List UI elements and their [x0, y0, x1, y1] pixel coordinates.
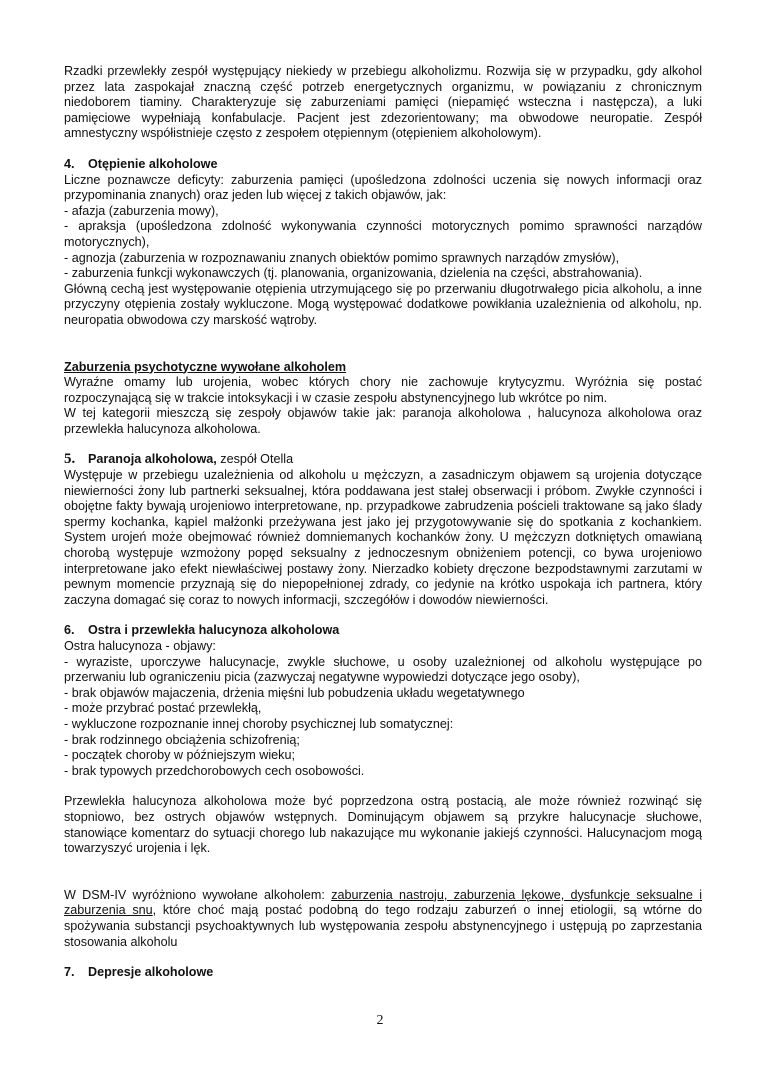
- list-item: - może przybrać postać przewlekłą,: [64, 701, 262, 716]
- section-4-number: 4.: [64, 156, 75, 171]
- section-7-title: Depresje alkoholowe: [88, 965, 214, 980]
- psychotic-paragraph-1: Wyraźne omamy lub urojenia, wobec których chory nie zachowuje krytycyzmu. Wyróżnia się postać rozpoczynającą się w trakcie intoksykacji i w czasie zespołu abstynencyjnego lub wkrótce po nim.: [64, 375, 702, 405]
- dsm-text-end: , które choć mają postać podobną do tego rodzaju zaburzeń o innej etiologii, są wtórne do spożywania substancji psychoaktywnych lub występowania zespołu abstynencyjnego i ustępują po zaprzestania stosowania alkoholu: [64, 903, 702, 949]
- section-7-number: 7.: [64, 965, 75, 980]
- section-5-title-suffix: zespół Otella: [216, 452, 294, 467]
- section-4-title: Otępienie alkoholowe: [88, 156, 218, 171]
- list-item: - afazja (zaburzenia mowy),: [64, 203, 219, 218]
- list-item: - zaburzenia funkcji wykonawczych (tj. planowania, organizowania, dzielenia na części, abstrahowania).: [64, 266, 643, 281]
- dsm-text-start: W DSM-IV wyróżniono wywołane alkoholem:: [64, 887, 332, 902]
- list-item: - wykluczone rozpoznanie innej choroby psychicznej lub somatycznej:: [64, 716, 454, 731]
- section-6-heading: [64, 623, 702, 639]
- section-6-subtitle: Ostra halucynoza - objawy:: [64, 639, 216, 653]
- list-item: - brak objawów majaczenia, drżenia mięśni lub pobudzenia układu wegetatywnego: [64, 685, 525, 700]
- section-4-outro: Główną cechą jest występowanie otępienia utrzymującego się po przerwaniu długotrwałego picia alkoholu, a inne przyczyny otępienia zostały wykluczone. Mogą występować dodatkowe powikłania uzależnienia od alkoholu, np. neuropatia obwodowa czy marskość wątroby.: [64, 281, 702, 327]
- section-4-heading: [64, 157, 702, 173]
- dsm-paragraph: [64, 888, 702, 950]
- document-page: [64, 64, 702, 981]
- psychotic-paragraph-2: W tej kategorii mieszczą się zespoły objawów takie jak: paranoja alkoholowa , halucynoza alkoholowa oraz przewlekła halucynoza alkoholowa.: [64, 406, 702, 436]
- list-item: - wyraziste, uporczywe halucynacje, zwykle słuchowe, u osoby uzależnionej od alkoholu występujące po przerwaniu lub ograniczeniu picia (zazwyczaj negatywne wypowiedzi dotyczące jego osoby),: [64, 654, 702, 685]
- section-6-number: 6.: [64, 623, 75, 638]
- intro-paragraph: Rzadki przewlekły zespół występujący niekiedy w przebiegu alkoholizmu. Rozwija się w przypadku, gdy alkohol przez lata zaspokajał znaczną część potrzeb energetycznych organizmu, w powiązaniu z chronicznym niedoborem tiaminy. Charakteryzuje się zaburzeniami pamięci (niepamięć wsteczna i następcza), a luki pamięciowe wypełniają konfabulacje. Pacjent jest zdezorientowany; ma obwodowe neuropatie. Zespół amnestyczny współistnieje często z zespołem otępiennym (otępieniem alkoholowym).: [64, 64, 702, 141]
- section-7-heading: [64, 965, 702, 981]
- section-5-title: Paranoja alkoholowa,: [88, 452, 217, 467]
- section-4-intro: Liczne poznawcze deficyty: zaburzenia pamięci (upośledzona zdolności uczenia się nowych informacji oraz przypominania znanych) oraz jeden lub więcej z takich objawów, jak:: [64, 172, 702, 203]
- section-5-number: 5.: [64, 451, 76, 468]
- section-6-title: Ostra i przewlekła halucynoza alkoholowa: [88, 623, 340, 638]
- psychotic-section-title: Zaburzenia psychotyczne wywołane alkoholem: [64, 359, 347, 374]
- list-item: - brak typowych przedchorobowych cech osobowości.: [64, 763, 365, 778]
- list-item: - początek choroby w późniejszym wieku;: [64, 748, 295, 763]
- section-6-outro: Przewlekła halucynoza alkoholowa może być poprzedzona ostrą postacią, ale może również rozwinąć się stopniowo, bez ostrych objawów wstępnych. Dominującym objawem są przykre halucynacje słuchowe, stanowiące komentarz do sytuacji chorego lub nakazujące mu wykonanie jakiejś czynności. Halucynacjom mogą towarzyszyć urojenia i lęk.: [64, 794, 702, 856]
- section-5-body: Występuje w przebiegu uzależnienia od alkoholu u mężczyzn, a zasadniczym objawem są urojenia dotyczące niewierności żony lub partnerki seksualnej, która poddawana jest stałej obserwacji i próbom. Zwykłe czynności i obojętne fakty bywają urojeniowo interpretowane, np. przypadkowe zabrudzenia pościeli traktowane są jako ślady spermy kochanka, kąpiel małżonki przeżywana jest jako jej przygotowywanie się do spotkania z kochankiem. System urojeń może obejmować również domniemanych kochanków żony. U mężczyzn dotkniętych omawianą chorobą występuje wzmożony popęd seksualny z jednoczesnym obniżeniem potencji, co bywa urojeniowo interpretowane jako efekt niewłaściwej postawy żony. Nierzadko kobiety dręczone bezpodstawnymi zarzutami w pewnym momencie przyznają się do niepopełnionej zdrady, co jedynie na krótko uspokaja ich partnera, który zaczyna domagać się coraz to nowych informacji, szczegółów i dowodów niewierności.: [64, 468, 702, 607]
- list-item: - agnozja (zaburzenia w rozpoznawaniu znanych obiektów pomimo sprawnych narządów zmysłów),: [64, 250, 620, 265]
- section-5-heading: [64, 452, 702, 468]
- dsm-underlined-disorders: zaburzenia nastroju, zaburzenia lękowe, dysfunkcje seksualne i zaburzenia snu: [64, 887, 702, 918]
- page-number: 2: [376, 1013, 384, 1028]
- list-item: - apraksja (upośledzona zdolność wykonywania czynności motorycznych pomimo sprawności narządów motorycznych),: [64, 219, 702, 249]
- list-item: - brak rodzinnego obciążenia schizofrenią;: [64, 732, 300, 747]
